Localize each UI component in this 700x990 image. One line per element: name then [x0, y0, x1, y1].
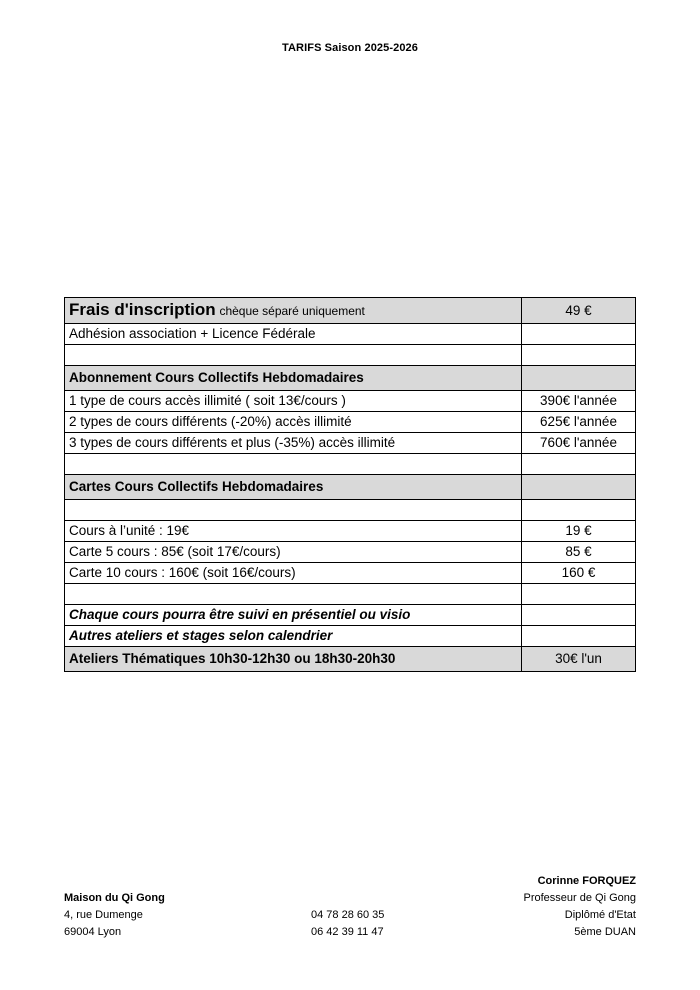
note-presentiel-visio: Chaque cours pourra être suivi en présentiel ou visio: [65, 605, 522, 626]
table-row: [65, 626, 636, 647]
table-row: [65, 647, 636, 672]
address-line: 69004 Lyon: [64, 926, 122, 938]
teacher-level: 5ème DUAN: [574, 926, 636, 938]
empty-cell: [522, 366, 636, 391]
table-row-empty: [65, 500, 636, 521]
table-row: [65, 605, 636, 626]
address-line: 4, rue Dumenge: [64, 909, 143, 921]
table-row-empty: [65, 584, 636, 605]
card-row-label: Carte 5 cours : 85€ (soit 17€/cours): [65, 542, 522, 563]
registration-cell: [65, 298, 522, 324]
organization-address: [64, 890, 165, 941]
subscription-row-price: 625€ l'année: [522, 412, 636, 433]
workshops-price: 30€ l'un: [522, 647, 636, 672]
table-row: [65, 391, 636, 412]
teacher-role: Professeur de Qi Gong: [523, 892, 636, 904]
workshops-label: Ateliers Thématiques 10h30-12h30 ou 18h30-20h30: [65, 647, 522, 672]
document-title: TARIFS Saison 2025-2026: [282, 42, 418, 54]
registration-note: chèque séparé uniquement: [219, 304, 365, 318]
table-row-empty: [65, 454, 636, 475]
registration-label: Frais d'inscription: [69, 300, 216, 319]
cards-section-title: Cartes Cours Collectifs Hebdomadaires: [65, 475, 522, 500]
note-ateliers-calendrier: Autres ateliers et stages selon calendrier: [65, 626, 522, 647]
phone-number: 04 78 28 60 35: [311, 909, 385, 921]
card-row-price: 85 €: [522, 542, 636, 563]
subscription-section-title: Abonnement Cours Collectifs Hebdomadaires: [65, 366, 522, 391]
empty-cell: [522, 324, 636, 345]
table-row: [65, 324, 636, 345]
card-row-price: 19 €: [522, 521, 636, 542]
empty-cell: [522, 475, 636, 500]
empty-cell: [522, 605, 636, 626]
phone-numbers: [311, 907, 384, 941]
table-row: [65, 521, 636, 542]
subscription-row-price: 390€ l'année: [522, 391, 636, 412]
membership-label: Adhésion association + Licence Fédérale: [65, 324, 522, 345]
subscription-row-label: 3 types de cours différents et plus (-35%) accès illimité: [65, 433, 522, 454]
table-row: [65, 412, 636, 433]
table-row: [65, 542, 636, 563]
table-row: [65, 366, 636, 391]
table-row: [65, 475, 636, 500]
table-row: [65, 563, 636, 584]
subscription-row-label: 1 type de cours accès illimité ( soit 13€/cours ): [65, 391, 522, 412]
empty-cell: [522, 626, 636, 647]
teacher-diploma: Diplômé d'Etat: [564, 909, 636, 921]
table-row: [65, 433, 636, 454]
table-row: [65, 298, 636, 324]
teacher-name: Corinne FORQUEZ: [537, 875, 636, 887]
subscription-row-price: 760€ l'année: [522, 433, 636, 454]
phone-number: 06 42 39 11 47: [311, 926, 384, 938]
organization-name: Maison du Qi Gong: [64, 892, 165, 904]
table-row-empty: [65, 345, 636, 366]
teacher-info: [523, 873, 636, 941]
pricing-table: [64, 297, 636, 672]
card-row-label: Carte 10 cours : 160€ (soit 16€/cours): [65, 563, 522, 584]
registration-price: 49 €: [522, 298, 636, 324]
subscription-row-label: 2 types de cours différents (-20%) accès illimité: [65, 412, 522, 433]
card-row-label: Cours à l’unité : 19€: [65, 521, 522, 542]
card-row-price: 160 €: [522, 563, 636, 584]
